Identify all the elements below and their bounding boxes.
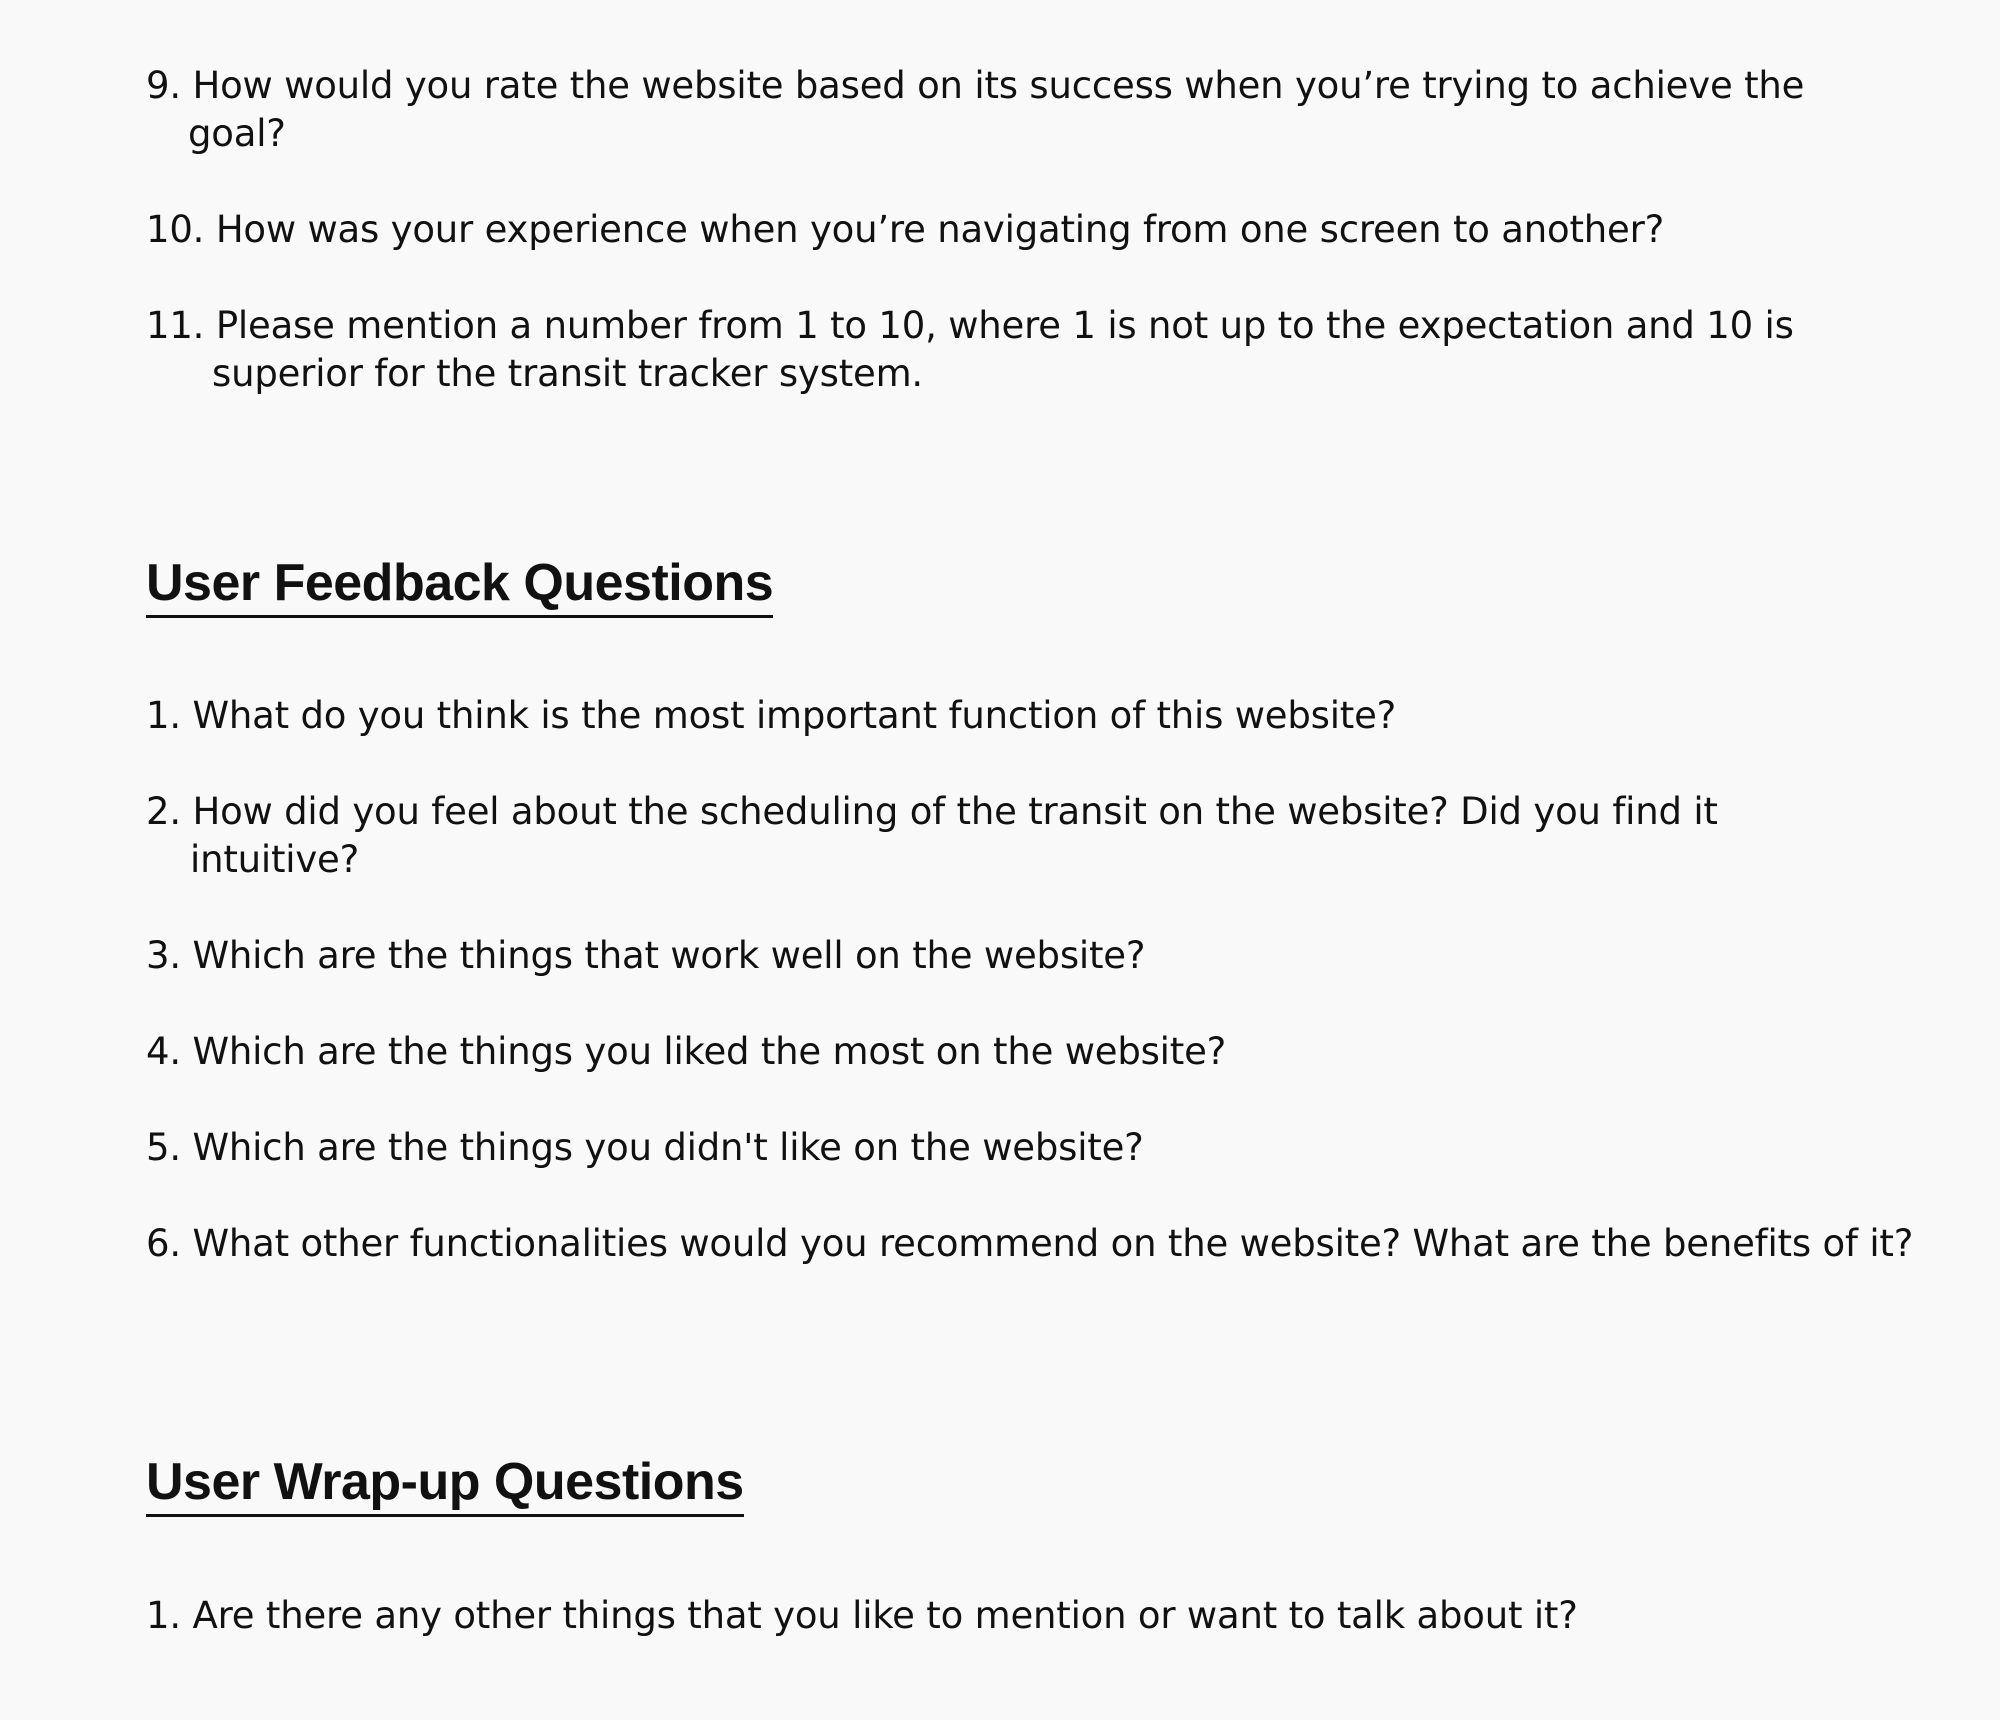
question-number: 11. [146,304,205,347]
question-text: Which are the things you didn't like on the website? [192,1126,1144,1169]
question-text: How would you rate the website based on its success when you’re trying to achieve the [192,64,1805,107]
question-text-continued: intuitive? [190,838,360,881]
feedback-question-1 [146,692,1396,740]
question-text-continued: superior for the transit tracker system. [212,352,923,395]
section-heading-wrapup: User Wrap-up Questions [146,1452,744,1517]
wrapup-question-1 [146,1592,1578,1640]
question-text: How did you feel about the scheduling of the transit on the website? Did you find it [192,790,1718,833]
question-text: Which are the things you liked the most on the website? [192,1030,1227,1073]
question-text: Which are the things that work well on the website? [192,934,1146,977]
feedback-question-3 [146,932,1145,980]
question-text: Are there any other things that you like to mention or want to talk about it? [192,1594,1578,1637]
feedback-question-4 [146,1028,1226,1076]
question-text: Please mention a number from 1 to 10, where 1 is not up to the expectation and 10 is [215,304,1794,347]
question-10 [146,206,1664,254]
question-number: 10. [146,208,205,251]
feedback-question-6 [146,1220,1913,1268]
question-number: 6. [146,1222,181,1265]
question-text: How was your experience when you’re navigating from one screen to another? [215,208,1665,251]
question-number: 2. [146,790,181,833]
question-number: 4. [146,1030,181,1073]
question-number: 5. [146,1126,181,1169]
section-heading-feedback: User Feedback Questions [146,553,773,618]
question-number: 1. [146,694,181,737]
feedback-question-5 [146,1124,1144,1172]
question-text: What other functionalities would you recommend on the website? What are the benefits of it? [192,1222,1914,1265]
question-11 [146,302,1794,398]
question-9 [146,62,1804,158]
feedback-question-2 [146,788,1718,884]
question-text-continued: goal? [188,112,286,155]
question-number: 9. [146,64,181,107]
question-text: What do you think is the most important function of this website? [192,694,1397,737]
question-number: 1. [146,1594,181,1637]
question-number: 3. [146,934,181,977]
